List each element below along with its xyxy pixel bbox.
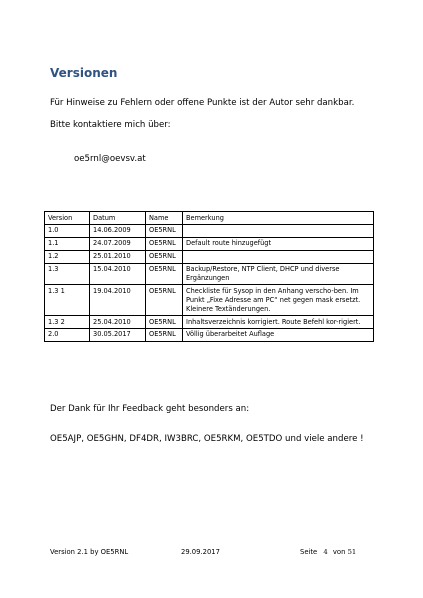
cell-name: OE5RNL [146, 316, 183, 329]
cell-name: OE5RNL [146, 237, 183, 250]
footer-page-total: 51 [347, 548, 357, 556]
cell-remark: Checkliste für Sysop in den Anhang verscho-ben. Im Punkt „Fixe Adresse am PC“ net gegen mask ersetzt. Kleinere Textänderungen. [183, 285, 374, 316]
cell-remark: Default route hinzugefügt [183, 237, 374, 250]
cell-name: OE5RNL [146, 263, 183, 285]
table-row [45, 285, 374, 316]
table-row [45, 250, 374, 263]
cell-date: 19.04.2010 [90, 285, 146, 316]
cell-remark [183, 224, 374, 237]
cell-name: OE5RNL [146, 328, 183, 341]
section-title: Versionen [50, 66, 118, 80]
footer-page [300, 548, 356, 556]
header-remark: Bemerkung [183, 212, 374, 225]
cell-date: 24.07.2009 [90, 237, 146, 250]
cell-name: OE5RNL [146, 224, 183, 237]
cell-version: 1.3 [45, 263, 90, 285]
table-row [45, 328, 374, 341]
cell-version: 1.1 [45, 237, 90, 250]
cell-date: 14.06.2009 [90, 224, 146, 237]
table-row [45, 263, 374, 285]
cell-name: OE5RNL [146, 285, 183, 316]
footer-date: 29.09.2017 [181, 548, 220, 556]
footer-page-of: von [332, 548, 346, 556]
table-row [45, 224, 374, 237]
footer-page-label: Seite [300, 548, 318, 556]
thanks-names: OE5AJP, OE5GHN, DF4DR, IW3BRC, OE5RKM, OE5TDO und viele andere ! [50, 434, 364, 444]
intro-line-2: Bitte kontaktiere mich über: [50, 120, 171, 130]
table-header-row [45, 212, 374, 225]
cell-version: 1.3 2 [45, 316, 90, 329]
footer-page-current: 4 [323, 548, 328, 556]
thanks-line: Der Dank für Ihr Feedback geht besonders an: [50, 404, 250, 414]
table-row [45, 316, 374, 329]
cell-remark: Völlig überarbeitet Auflage [183, 328, 374, 341]
cell-version: 1.2 [45, 250, 90, 263]
version-table [44, 211, 374, 342]
cell-name: OE5RNL [146, 250, 183, 263]
cell-date: 30.05.2017 [90, 328, 146, 341]
cell-date: 25.04.2010 [90, 316, 146, 329]
cell-version: 1.3 1 [45, 285, 90, 316]
contact-email: oe5rnl@oevsv.at [74, 154, 146, 164]
header-date: Datum [90, 212, 146, 225]
header-name: Name [146, 212, 183, 225]
cell-version: 2.0 [45, 328, 90, 341]
cell-date: 25.01.2010 [90, 250, 146, 263]
cell-remark: Inhaltsverzeichnis korrigiert. Route Befehl kor-rigiert. [183, 316, 374, 329]
footer-version: Version 2.1 by OE5RNL [50, 548, 129, 556]
cell-remark: Backup/Restore, NTP Client, DHCP und diverse Ergänzungen [183, 263, 374, 285]
cell-version: 1.0 [45, 224, 90, 237]
header-version: Version [45, 212, 90, 225]
cell-date: 15.04.2010 [90, 263, 146, 285]
table-row [45, 237, 374, 250]
cell-remark [183, 250, 374, 263]
intro-line-1: Für Hinweise zu Fehlern oder offene Punkte ist der Autor sehr dankbar. [50, 98, 355, 108]
